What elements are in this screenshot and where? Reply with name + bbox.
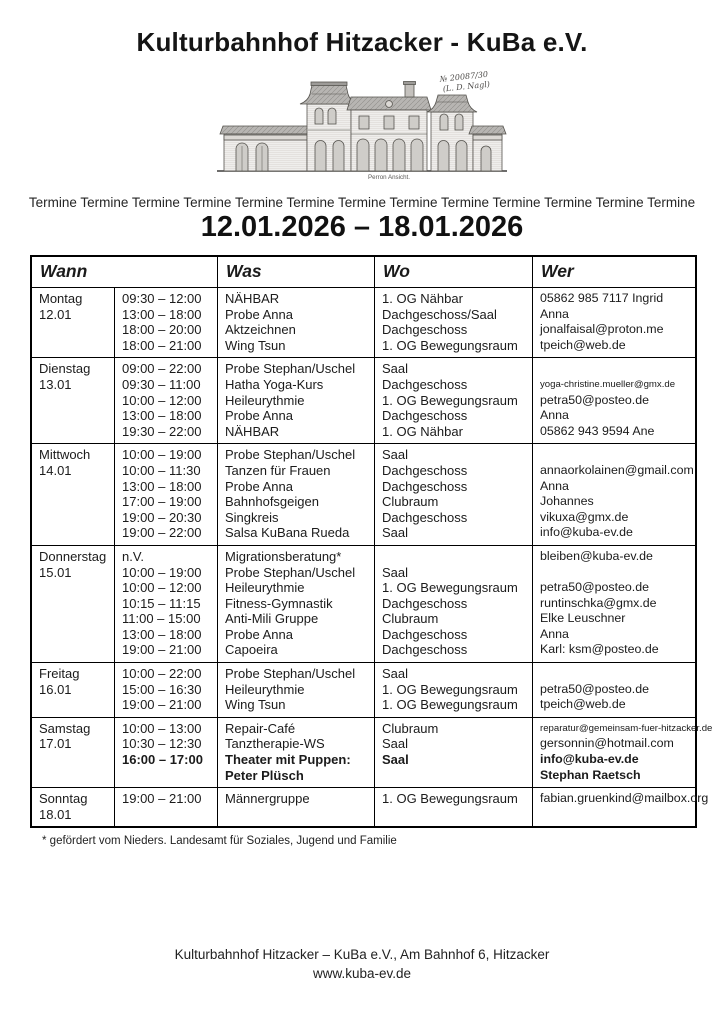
event-contact: petra50@posteo.de	[540, 580, 650, 595]
event-title: Tanztherapie-WS	[225, 736, 325, 752]
event-time: 10:00 – 19:00	[122, 447, 202, 463]
event-contact: 05862 985 7117 Ingrid	[540, 291, 664, 305]
time-column	[114, 546, 217, 662]
wo-column	[374, 718, 532, 787]
event-contact: Anna	[540, 408, 569, 423]
table-header-row	[32, 257, 695, 288]
left-wing	[220, 126, 311, 171]
event-title: Tanzen für Frauen	[225, 462, 331, 478]
wer-column	[532, 663, 695, 717]
wer-column	[532, 718, 713, 787]
event-location	[375, 768, 532, 784]
event-contact: jonalfaisal@proton.me	[540, 322, 664, 337]
event-location: 1. OG Bewegungsraum	[382, 791, 518, 807]
table-day-row	[32, 787, 709, 826]
event-contact	[533, 447, 695, 463]
event-contact: Elke Leuschner	[540, 611, 626, 626]
day-name: Freitag	[39, 666, 80, 682]
event-location: Saal	[382, 752, 409, 768]
event-contact: petra50@posteo.de	[540, 392, 650, 407]
day-cell	[32, 444, 114, 545]
event-contact: gersonnin@hotmail.com	[540, 736, 674, 751]
wer-column	[532, 788, 709, 826]
event-title: Heileurythmie	[225, 580, 305, 596]
day-name: Mittwoch	[39, 447, 91, 463]
wo-column	[374, 546, 532, 662]
event-time: 13:00 – 18:00	[122, 306, 202, 322]
event-contact: reparatur@gemeinsam-fuer-hitzacker.de	[540, 722, 713, 734]
was-column	[217, 788, 374, 826]
event-title: Männergruppe	[225, 791, 310, 807]
event-location: Dachgeschoss	[382, 626, 468, 642]
day-date: 12.01	[39, 306, 72, 322]
event-location: 1. OG Bewegungsraum	[382, 337, 518, 353]
day-cell	[32, 546, 114, 662]
day-cell	[32, 788, 114, 826]
event-title: Bahnhofsgeigen	[225, 494, 319, 510]
event-time: 09:30 – 12:00	[122, 291, 202, 306]
event-title: Peter Plüsch	[225, 767, 304, 783]
event-time: 10:15 – 11:15	[122, 595, 201, 611]
event-contact: tpeich@web.de	[540, 697, 626, 712]
station-figure	[0, 68, 724, 186]
wer-column	[532, 444, 695, 545]
event-time: 09:00 – 22:00	[122, 361, 202, 377]
event-location: Clubraum	[382, 494, 439, 510]
event-location: Dachgeschoss	[382, 509, 468, 525]
was-column	[217, 358, 374, 443]
footnote: * gefördert vom Nieders. Landesamt für Soziales, Jugend und Familie	[42, 835, 397, 848]
event-title: Anti-Mili Gruppe	[225, 611, 319, 627]
event-contact	[533, 666, 695, 682]
time-column	[114, 663, 217, 717]
event-contact	[533, 361, 695, 377]
page-title: Kulturbahnhof Hitzacker - KuBa e.V.	[136, 27, 588, 57]
event-location: Saal	[382, 361, 409, 377]
col-header-was: Was	[217, 257, 374, 287]
day-date: 15.01	[39, 564, 72, 580]
event-contact: Karl: ksm@posteo.de	[540, 642, 659, 657]
wo-column	[374, 788, 532, 826]
event-location: Saal	[382, 666, 409, 682]
wo-column	[374, 444, 532, 545]
was-column	[217, 288, 374, 357]
table-day-row	[32, 662, 695, 717]
table-body	[32, 288, 713, 826]
event-contact: Stephan Raetsch	[540, 767, 641, 782]
wer-column	[532, 288, 695, 357]
event-location: Dachgeschoss	[382, 408, 468, 424]
wo-column	[374, 663, 532, 717]
event-contact: petra50@posteo.de	[540, 681, 650, 696]
event-title: Fitness-Gymnastik	[225, 595, 333, 611]
event-title: Capoeira	[225, 642, 278, 658]
event-time: 13:00 – 18:00	[122, 478, 202, 494]
col-header-wann: Wann	[40, 261, 88, 281]
event-title: Migrationsberatung*	[225, 548, 342, 564]
event-time: 13:00 – 18:00	[122, 408, 202, 424]
event-location: Saal	[382, 525, 409, 541]
event-time	[115, 768, 217, 784]
event-contact	[533, 565, 695, 581]
right-wing	[469, 126, 506, 171]
event-location: Saal	[382, 447, 409, 463]
event-title: Hatha Yoga-Kurs	[225, 376, 324, 392]
day-date: 13.01	[39, 376, 72, 392]
station-drawing-image	[210, 68, 514, 186]
time-column	[114, 288, 217, 357]
was-column	[217, 444, 374, 545]
tower	[300, 82, 358, 171]
event-title: Wing Tsun	[225, 337, 286, 353]
event-time: 10:00 – 22:00	[122, 666, 202, 682]
time-column	[114, 718, 217, 787]
day-cell	[32, 358, 114, 443]
wer-column	[532, 358, 695, 443]
footer-website: www.kuba-ev.de	[312, 966, 412, 982]
event-location: 1. OG Bewegungsraum	[382, 580, 518, 596]
event-time: 10:00 – 11:30	[122, 462, 201, 478]
event-time: 16:00 – 17:00	[122, 752, 203, 768]
event-location	[375, 549, 532, 565]
event-location: Clubraum	[382, 611, 439, 627]
day-date: 14.01	[39, 462, 72, 478]
handwriting-annotation	[438, 70, 490, 94]
day-name: Donnerstag	[39, 548, 107, 564]
day-name: Montag	[39, 291, 83, 306]
event-title: Probe Anna	[225, 306, 293, 322]
event-contact: info@kuba-ev.de	[540, 752, 639, 767]
event-time: 17:00 – 19:00	[122, 494, 202, 510]
event-location: Dachgeschoss	[382, 322, 468, 338]
event-contact: bleiben@kuba-ev.de	[540, 548, 653, 563]
schedule-table	[30, 255, 713, 828]
event-contact: Anna	[540, 626, 569, 641]
event-contact: Anna	[540, 478, 569, 493]
event-location: Dachgeschoss	[382, 595, 468, 611]
wo-column	[374, 358, 532, 443]
event-title: Aktzeichnen	[225, 322, 296, 338]
event-time: 10:30 – 12:30	[122, 736, 202, 752]
event-time: 19:00 – 21:00	[122, 697, 202, 713]
image-caption: Perron Ansicht.	[368, 174, 410, 181]
event-time: 19:00 – 21:00	[122, 642, 202, 658]
time-column	[114, 788, 217, 826]
event-contact: Johannes	[540, 494, 594, 509]
event-time: 09:30 – 11:00	[122, 376, 201, 392]
event-time: 11:00 – 15:00	[122, 611, 201, 627]
event-location: Dachgeschoss	[382, 376, 468, 392]
event-time: 18:00 – 21:00	[122, 337, 202, 353]
event-location: Saal	[382, 564, 409, 580]
central-block	[347, 82, 431, 172]
event-title: Heileurythmie	[225, 392, 305, 408]
event-contact: fabian.gruenkind@mailbox.org	[540, 791, 709, 806]
was-column	[217, 546, 374, 662]
wer-column	[532, 546, 695, 662]
day-name: Sonntag	[39, 791, 88, 807]
event-title: Probe Stephan/Uschel	[225, 564, 356, 580]
event-contact: runtinschka@gmx.de	[540, 595, 657, 610]
event-title: Salsa KuBana Rueda	[225, 525, 350, 541]
event-title: NÄHBAR	[225, 423, 280, 439]
event-title: Probe Stephan/Uschel	[225, 361, 356, 377]
event-time: 13:00 – 18:00	[122, 626, 202, 642]
day-cell	[32, 663, 114, 717]
table-day-row	[32, 443, 695, 545]
event-time: 10:00 – 13:00	[122, 720, 202, 736]
event-contact: 05862 943 9594 Ane	[540, 423, 655, 438]
event-time: 19:00 – 20:30	[122, 509, 202, 525]
day-cell	[32, 288, 114, 357]
event-contact: annaorkolainen@gmail.com	[540, 462, 694, 477]
event-contact: tpeich@web.de	[540, 337, 626, 352]
col-header-wo: Wo	[374, 257, 532, 287]
table-day-row	[32, 357, 695, 443]
event-contact: vikuxa@gmx.de	[540, 509, 629, 524]
table-day-row	[32, 545, 695, 662]
event-time: 19:00 – 21:00	[122, 791, 202, 807]
event-location: 1. OG Bewegungsraum	[382, 697, 518, 713]
event-time: 19:00 – 22:00	[122, 525, 202, 541]
event-contact: Anna	[540, 306, 569, 321]
event-location: 1. OG Bewegungsraum	[382, 681, 518, 697]
event-time: n.V.	[122, 548, 144, 564]
event-location: Dachgeschoss	[382, 462, 468, 478]
event-time: 19:30 – 22:00	[122, 423, 202, 439]
event-title: Theater mit Puppen:	[225, 752, 351, 768]
was-column	[217, 663, 374, 717]
svg-text:(L. D. Nagl): (L. D. Nagl)	[442, 79, 491, 94]
svg-text:№ 20087/30: № 20087/30	[439, 69, 489, 84]
event-location: 1. OG Nähbar	[382, 423, 463, 439]
event-time: 10:00 – 19:00	[122, 564, 202, 580]
event-time: 10:00 – 12:00	[122, 392, 202, 408]
event-contact: info@kuba-ev.de	[540, 525, 633, 540]
event-contact: yoga-christine.mueller@gmx.de	[540, 378, 676, 390]
event-location: Dachgeschoss	[382, 478, 468, 494]
event-time: 15:00 – 16:30	[122, 681, 202, 697]
date-range: 12.01.2026 – 18.01.2026	[200, 211, 524, 243]
table-day-row	[32, 717, 713, 787]
event-title: Wing Tsun	[225, 697, 286, 713]
event-title: Probe Stephan/Uschel	[225, 666, 356, 682]
event-location: Dachgeschoss	[382, 642, 468, 658]
day-name: Dienstag	[39, 361, 91, 377]
wo-column	[374, 288, 532, 357]
event-title: NÄHBAR	[225, 291, 280, 306]
event-title: Probe Anna	[225, 478, 293, 494]
event-title: Heileurythmie	[225, 681, 305, 697]
event-location: Saal	[382, 736, 409, 752]
event-title: Probe Anna	[225, 408, 293, 424]
day-date: 17.01	[39, 736, 72, 752]
event-location: Dachgeschoss/Saal	[382, 306, 497, 322]
day-date: 16.01	[39, 681, 72, 697]
event-time: 10:00 – 12:00	[122, 580, 202, 596]
day-date: 18.01	[39, 806, 72, 822]
page-footer	[0, 946, 724, 984]
table-day-row	[32, 288, 695, 357]
event-title: Probe Anna	[225, 626, 293, 642]
event-location: 1. OG Nähbar	[382, 291, 463, 306]
event-time: 18:00 – 20:00	[122, 322, 202, 338]
footer-address: Kulturbahnhof Hitzacker – KuBa e.V., Am Bahnhof 6, Hitzacker	[174, 947, 550, 963]
event-location: 1. OG Bewegungsraum	[382, 392, 518, 408]
event-location: Clubraum	[382, 720, 439, 736]
was-column	[217, 718, 374, 787]
event-title: Singkreis	[225, 509, 279, 525]
event-title: Probe Stephan/Uschel	[225, 447, 356, 463]
day-name: Samstag	[39, 720, 91, 736]
day-cell	[32, 718, 114, 787]
col-header-wer: Wer	[532, 257, 695, 287]
event-title: Repair-Café	[225, 720, 296, 736]
time-column	[114, 444, 217, 545]
time-column	[114, 358, 217, 443]
termine-line: Termine Termine Termine Termine Termine Termine Termine Termine Termine Termine Termine Termine Termine	[28, 195, 696, 210]
